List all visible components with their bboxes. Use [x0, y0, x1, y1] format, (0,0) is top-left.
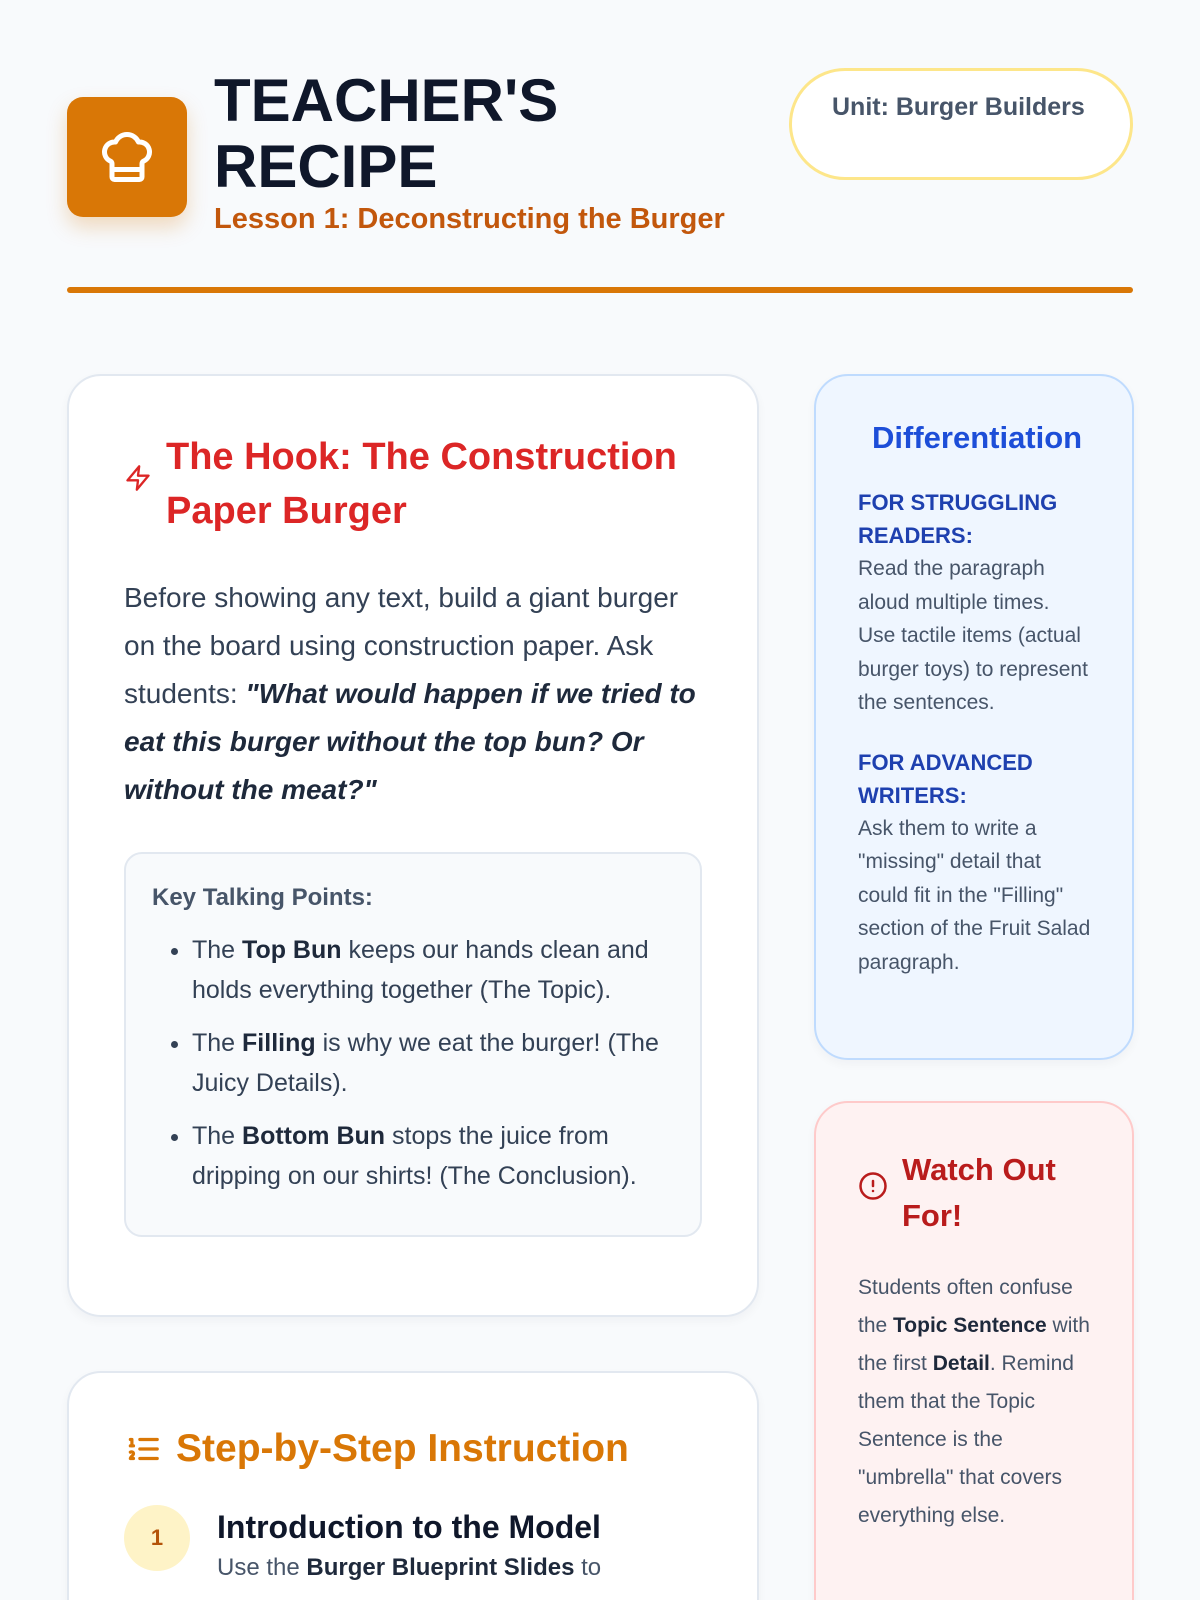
list-item: • The Filling is why we eat the burger! (The Juicy Details). [192, 1023, 674, 1103]
step-number: 1 [124, 1505, 190, 1571]
list-item: • The Top Bun keeps our hands clean and holds everything together (The Topic). [192, 930, 674, 1010]
watch-out-card [814, 1101, 1134, 1600]
hook-body [124, 574, 702, 814]
step-item [124, 1505, 702, 1582]
steps-card [67, 1371, 759, 1600]
watch-out-title: Watch Out For! [902, 1152, 1056, 1233]
differentiation-title: Differentiation [872, 420, 1083, 455]
lightning-icon [124, 464, 152, 492]
alert-circle-icon [858, 1171, 888, 1201]
hook-intro: Before showing any text, build a giant burger on the board using construction paper. Ask students: [124, 582, 679, 709]
step-title: Introduction to the Model [217, 1509, 601, 1545]
differentiation-card [814, 374, 1134, 1060]
page-header [67, 64, 1133, 294]
talking-points-title: Key Talking Points: [152, 884, 373, 911]
hook-card [67, 374, 759, 1317]
struggling-readers-label: FOR STRUGGLING READERS: [858, 490, 1058, 548]
logo [67, 97, 187, 217]
step-description: Use the Burger Blueprint Slides to [217, 1554, 602, 1581]
lesson-subtitle: Lesson 1: Deconstructing the Burger [214, 203, 725, 235]
struggling-readers-text: Read the paragraph aloud multiple times. Use tactile items (actual burger toys) to represent the sentences. [858, 557, 1088, 714]
header-divider [67, 287, 1133, 293]
hook-question: "What would happen if we tried to eat this burger without the top bun? Or without the meat?" [124, 678, 696, 805]
advanced-writers-text: Ask them to write a "missing" detail that could fit in the "Filling" section of the Fruit Salad paragraph. [858, 816, 1091, 974]
chef-hat-icon [97, 127, 157, 187]
talking-points [124, 852, 702, 1237]
unit-badge: Unit: Burger Builders [789, 68, 1133, 180]
numbered-list-icon [124, 1430, 162, 1468]
page-title: TEACHER'S RECIPE [214, 67, 559, 200]
steps-title: Step-by-Step Instruction [176, 1427, 629, 1470]
watch-out-text: Students often confuse the Topic Sentence with the first Detail. Remind them that the Topic Sentence is the "umbrella" that covers everything else. [858, 1276, 1090, 1527]
advanced-writers-label: FOR ADVANCED WRITERS: [858, 749, 1033, 808]
hook-title: The Hook: The Construction Paper Burger [166, 436, 677, 532]
list-item: • The Bottom Bun stops the juice from dripping on our shirts! (The Conclusion). [192, 1116, 674, 1196]
